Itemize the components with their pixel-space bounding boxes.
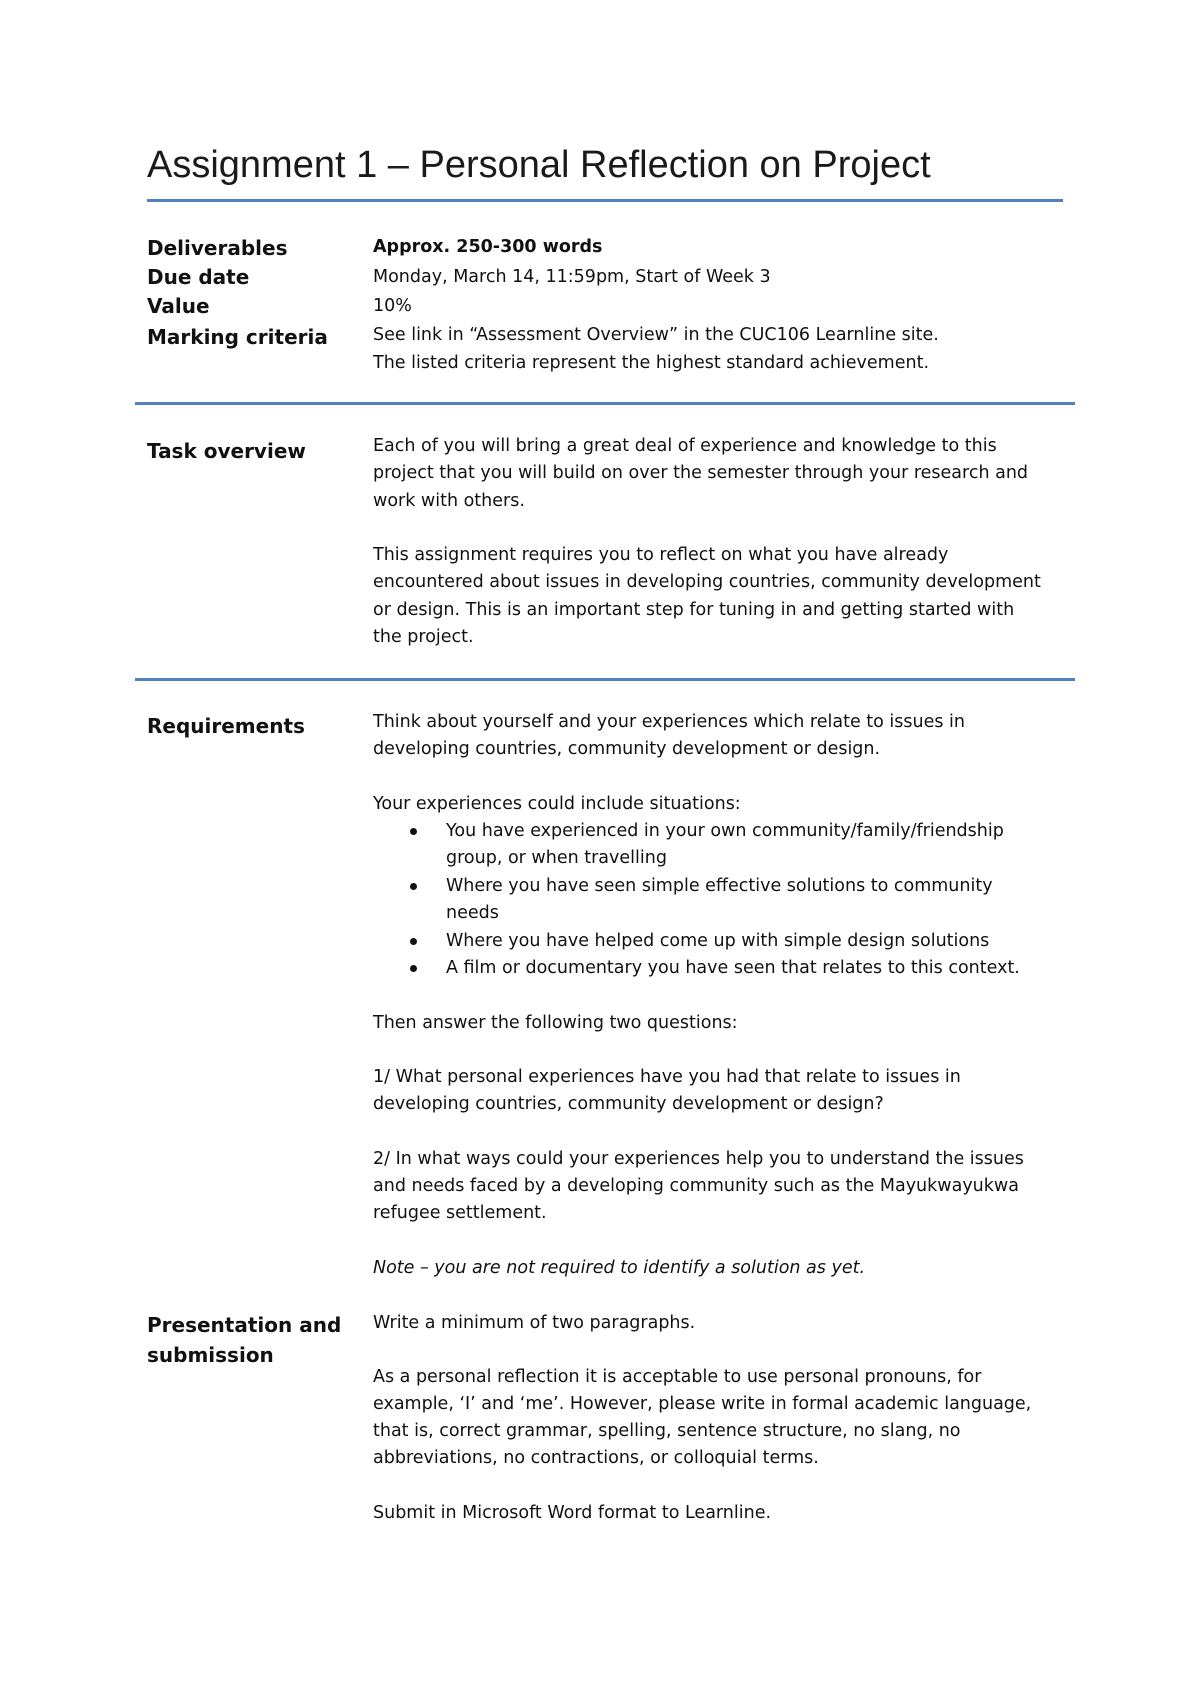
presentation-text: Submit in Microsoft Word format to Learnline.: [373, 1503, 772, 1523]
requirements-label: Requirements: [147, 714, 305, 738]
task-overview-text: encountered about issues in developing countries, community development: [373, 572, 1041, 592]
section-divider: [135, 678, 1075, 681]
requirements-list-intro: Your experiences could include situations:: [373, 794, 741, 814]
bullet-icon: [410, 883, 417, 890]
value-label: Value: [147, 294, 210, 318]
bullet-item: A film or documentary you have seen that relates to this context.: [446, 958, 1020, 978]
bullet-item: You have experienced in your own community/family/friendship: [446, 821, 1004, 841]
question-1: 1/ What personal experiences have you had that relate to issues in: [373, 1067, 961, 1087]
requirements-text: Then answer the following two questions:: [373, 1013, 738, 1033]
due-date-value: Monday, March 14, 11:59pm, Start of Week 3: [373, 267, 771, 287]
task-overview-text: This assignment requires you to reflect on what you have already: [373, 545, 949, 565]
bullet-item: Where you have helped come up with simple design solutions: [446, 931, 990, 951]
bullet-icon: [410, 938, 417, 945]
presentation-text: Write a minimum of two paragraphs.: [373, 1313, 696, 1333]
presentation-label: submission: [147, 1343, 274, 1367]
deliverables-label: Deliverables: [147, 236, 288, 260]
question-2: and needs faced by a developing community such as the Mayukwayukwa: [373, 1176, 1019, 1196]
task-overview-text: or design. This is an important step for tuning in and getting started with: [373, 600, 1015, 620]
presentation-label: Presentation and: [147, 1313, 342, 1337]
requirements-text: Think about yourself and your experiences which relate to issues in: [373, 712, 965, 732]
task-overview-label: Task overview: [147, 439, 306, 463]
presentation-text: example, ‘I’ and ‘me’. However, please write in formal academic language,: [373, 1394, 1032, 1414]
marking-criteria-label: Marking criteria: [147, 325, 328, 349]
bullet-item: Where you have seen simple effective solutions to community: [446, 876, 993, 896]
requirements-note: Note – you are not required to identify a solution as yet.: [373, 1258, 866, 1278]
marking-criteria-line: The listed criteria represent the highest standard achievement.: [373, 353, 930, 373]
question-2: 2/ In what ways could your experiences help you to understand the issues: [373, 1149, 1024, 1169]
page-title: Assignment 1 – Personal Reflection on Project: [147, 144, 931, 186]
presentation-text: abbreviations, no contractions, or colloquial terms.: [373, 1448, 819, 1468]
deliverables-value: Approx. 250-300 words: [373, 237, 603, 257]
task-overview-text: project that you will build on over the semester through your research and: [373, 463, 1029, 483]
due-date-label: Due date: [147, 265, 250, 289]
question-1: developing countries, community development or design?: [373, 1094, 884, 1114]
bullet-icon: [410, 828, 417, 835]
title-divider: [147, 199, 1063, 202]
bullet-icon: [410, 965, 417, 972]
requirements-text: developing countries, community development or design.: [373, 739, 881, 759]
task-overview-text: work with others.: [373, 491, 525, 511]
section-divider: [135, 402, 1075, 405]
value-value: 10%: [373, 296, 412, 316]
bullet-item: group, or when travelling: [446, 848, 667, 868]
bullet-item: needs: [446, 903, 499, 923]
presentation-text: As a personal reflection it is acceptable to use personal pronouns, for: [373, 1367, 982, 1387]
question-2: refugee settlement.: [373, 1203, 547, 1223]
marking-criteria-line: See link in “Assessment Overview” in the CUC106 Learnline site.: [373, 325, 939, 345]
task-overview-text: Each of you will bring a great deal of experience and knowledge to this: [373, 436, 997, 456]
task-overview-text: the project.: [373, 627, 474, 647]
presentation-text: that is, correct grammar, spelling, sentence structure, no slang, no: [373, 1421, 961, 1441]
